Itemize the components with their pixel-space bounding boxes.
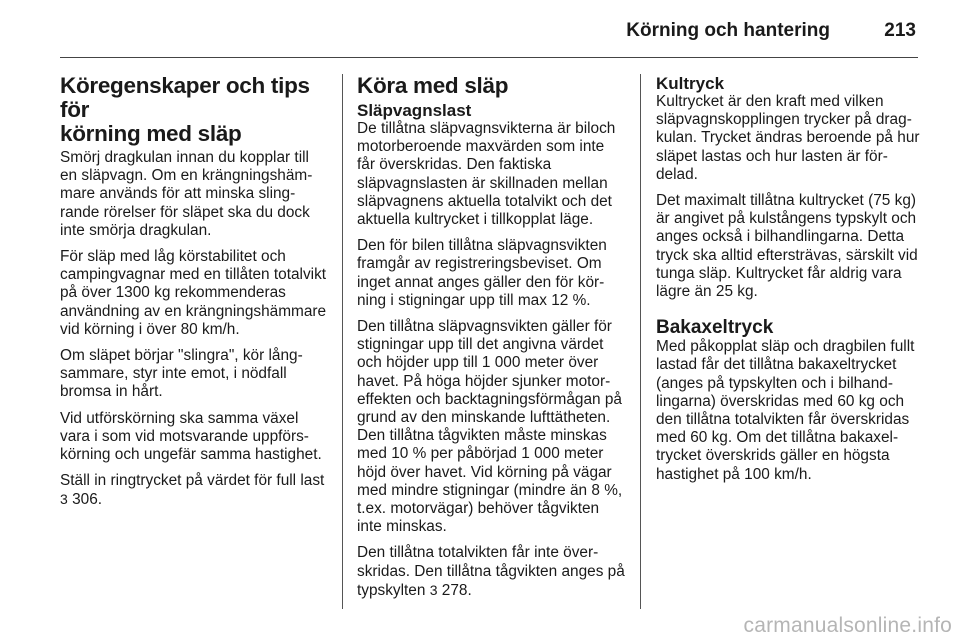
paragraph: Den för bilen tillåtna släpvagnsvikten framgår av registreringsbeviset. Om inget annat anges gäller den för körning i stigningar upp till max 12 %. [357,237,607,309]
page-reference-icon: 3 [429,581,438,598]
subheading-drawbar-load: Kultryck [656,74,725,93]
page-reference-link[interactable]: 278. [441,581,472,599]
subheading-rear-axle-load: Bakaxeltryck [656,317,774,339]
column-divider [342,74,343,609]
page-number: 213 [884,20,916,41]
paragraph-with-reference [60,472,328,509]
column-2 [357,74,625,608]
section-heading-towing-tips [60,74,328,146]
paragraph: Den tillåtna släpvagnsvikten gäller för stigningar upp till det angivna värdet och höjder upp till 1 000 meter över havet. På höga höjder sjunker motoreffekten och backtagningsförmågan på grund av den minskande lufttätheten. Den tillåtna tågvikten måste minskas med 10 % per påbörjad 1 000 meter höjd över havet. Vid körning på vägar med mindre stigningar (mindre än 8 %, t.ex. motorvägar) behöver tågvikten inte minskas. [357,318,623,536]
page-reference-icon: 3 [60,491,68,508]
paragraph-text: Ställ in ringtrycket på värdet för full last [60,472,325,490]
subheading-trailer-load: Släpvagnslast [357,101,472,120]
heading-line-1: Köregenskaper och tips för [60,73,310,122]
paragraph: Kultrycket är den kraft med vilken släpvagnskopplingen trycker på dragkulan. Trycket ändras beroende på hur släpet lastas och hur lasten är fördelad. [656,93,920,183]
page-header [60,18,918,48]
paragraph: Vid utförskörning ska samma växel vara i som vid motsvarande uppförskörning och ungefär samma hastighet. [60,409,322,464]
paragraph: Om släpet börjar "slingra", kör långsammare, styr inte emot, i nödfall bromsa in hårt. [60,347,303,401]
header-divider [60,57,918,58]
chapter-title: Körning och hantering [626,20,830,41]
heading-line-2: körning med släp [60,121,242,146]
paragraph-text: Den tillåtna totalvikten får inte överskridas. Den tillåtna tågvikten anges på typskylten [357,544,625,599]
paragraph-with-reference [357,544,625,600]
column-1 [60,74,328,518]
paragraph: För släp med låg körstabilitet och campingvagnar med en tillåten totalvikt på över 1300 kg rekommenderas användning av en krängningshämmare vid körning i över 80 km/h. [60,248,327,338]
section-heading-towing: Köra med släp [357,73,509,98]
paragraph: Smörj dragkulan innan du kopplar till en släpvagn. Om en krängningshämmare används för att minska slingrande rörelser för släpet ska du dock inte smörja dragkulan. [60,149,313,239]
paragraph: Det maximalt tillåtna kultrycket (75 kg) är angivet på kulstångens typskylt och anges också i bilhandlingarna. Detta tryck ska alltid eftersträvas, särskilt vid tunga släp. Kultrycket får aldrig vara lägre än 25 kg. [656,192,918,301]
column-3 [656,74,924,492]
watermark: carmanualsonline.info [743,614,952,637]
page-reference-link[interactable]: 306. [72,491,103,509]
column-divider [640,74,641,609]
paragraph: De tillåtna släpvagnsvikterna är biloch motorberoende maxvärden som inte får överskridas. Den faktiska släpvagnslasten är skillnaden mellan släpvagnens aktuella totalvikt och det aktuella kultrycket i tillkopplat läge. [357,120,616,229]
paragraph: Med påkopplat släp och dragbilen fullt lastad får det tillåtna bakaxeltrycket (anges på typskylten och i bilhandlingarna) överskridas med 60 kg och den tillåtna totalvikten får överskridas med 60 kg. Om det tillåtna bakaxeltrycket överskrids gäller en högsta hastighet på 100 km/h. [656,338,915,483]
